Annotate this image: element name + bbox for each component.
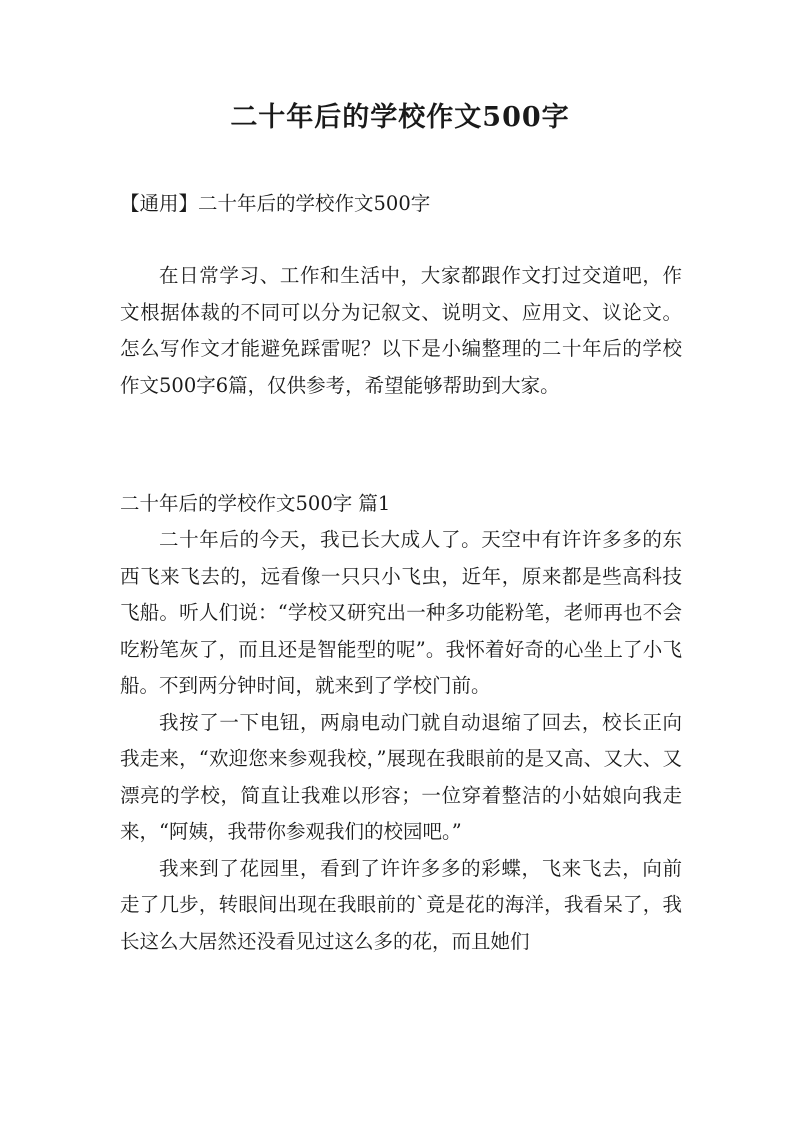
body-paragraph: 我来到了花园里，看到了许许多多的彩蝶，飞来飞去，向前走了几步，转眼间出现在我眼前的`竟是花的海洋，我看呆了，我长这么大居然还没看见过这么多的花，而且她们 (120, 856, 682, 953)
document-title: 二十年后的学校作文500字 (230, 102, 570, 133)
body-paragraph: 二十年后的今天，我已长大成人了。天空中有许许多多的东西飞来飞去的，远看像一只只小飞虫，近年，原来都是些高科技飞船。听人们说：“学校又研究出一种多功能粉笔，老师再也不会吃粉笔灰了，而且还是智能型的呢”。我怀着好奇的心坐上了小飞船。不到两分钟时间，就来到了学校门前。 (120, 528, 682, 697)
document-subtitle: 【通用】二十年后的学校作文500字 (120, 192, 431, 215)
body-paragraph: 我按了一下电钮，两扇电动门就自动退缩了回去，校长正向我走来，“欢迎您来参观我校，”展现在我眼前的是又高、又大、又漂亮的学校，简直让我难以形容；一位穿着整洁的小姑娘向我走来，“阿姨，我带你参观我们的校园吧。” (120, 710, 682, 843)
section-body (120, 522, 682, 960)
intro-block (120, 258, 682, 404)
intro-paragraph: 在日常学习、工作和生活中，大家都跟作文打过交道吧，作文根据体裁的不同可以分为记叙文、说明文、应用文、议论文。怎么写作文才能避免踩雷呢？以下是小编整理的二十年后的学校作文500字6篇，仅供参考，希望能够帮助到大家。 (120, 264, 682, 397)
section-heading: 二十年后的学校作文500字 篇1 (120, 492, 391, 515)
